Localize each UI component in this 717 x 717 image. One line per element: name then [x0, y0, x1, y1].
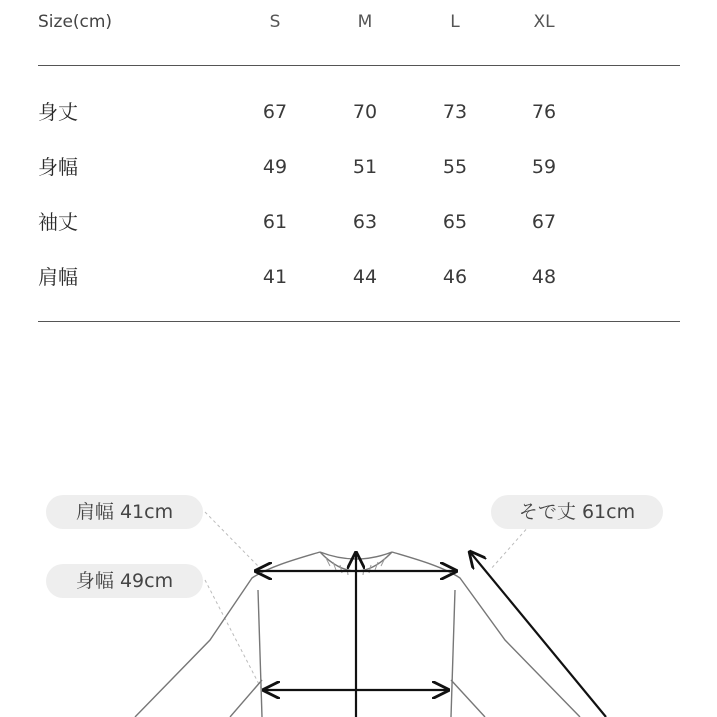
size-header-m: M — [357, 12, 373, 32]
table-cell: 76 — [531, 101, 557, 123]
table-cell: 59 — [531, 156, 557, 178]
table-cell: 46 — [442, 266, 468, 288]
table-cell: 67 — [531, 211, 557, 233]
right-shoulder-sleeve-line — [392, 552, 580, 717]
size-header-xl: XL — [533, 12, 555, 32]
sleeve-label-pill — [491, 495, 663, 529]
table-cell: 61 — [262, 211, 288, 233]
body-width-label-pill — [46, 564, 203, 598]
size-header-label: Size(cm) — [38, 12, 113, 32]
size-header-l: L — [450, 12, 460, 32]
table-cell: 49 — [262, 156, 288, 178]
table-cell: 44 — [352, 266, 378, 288]
table-cell: 51 — [352, 156, 378, 178]
table-cell: 48 — [531, 266, 557, 288]
row-label: 身丈 — [38, 100, 78, 124]
right-body-side — [451, 590, 455, 717]
leader-lines — [205, 512, 530, 690]
left-sleeve-inner — [230, 680, 262, 717]
table-cell: 41 — [262, 266, 288, 288]
table-cell: 63 — [352, 211, 378, 233]
body-width-label: 身幅 49cm — [75, 570, 174, 592]
sleeve-leader-line — [490, 525, 530, 570]
row-label: 袖丈 — [38, 210, 78, 234]
table-cell: 70 — [352, 101, 378, 123]
table-cell: 55 — [442, 156, 468, 178]
sleeve-length-arrow — [470, 552, 606, 717]
sleeve-label: そで丈 61cm — [518, 501, 636, 523]
shoulder-label: 肩幅 41cm — [75, 501, 174, 523]
left-body-side — [258, 590, 262, 717]
row-label: 身幅 — [38, 155, 78, 179]
measurement-arrows — [256, 552, 606, 717]
table-cell: 65 — [442, 211, 468, 233]
shoulder-label-pill — [46, 495, 203, 529]
row-label: 肩幅 — [38, 265, 78, 289]
right-sleeve-inner — [451, 680, 485, 717]
table-cell: 67 — [262, 101, 288, 123]
table-cell: 73 — [442, 101, 468, 123]
size-header-s: S — [269, 12, 281, 32]
shoulder-leader-line — [205, 512, 258, 566]
